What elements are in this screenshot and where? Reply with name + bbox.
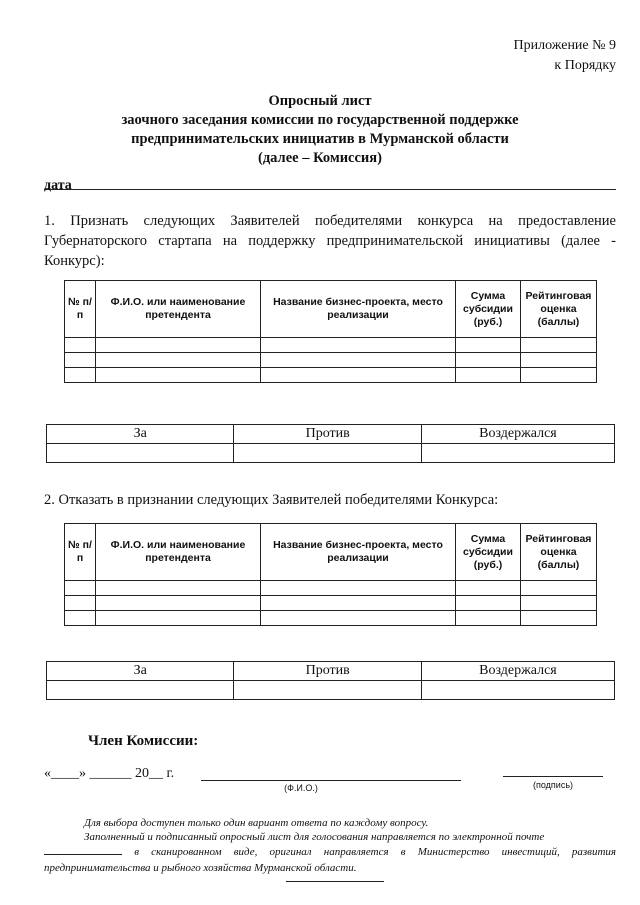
table-cell[interactable]	[96, 611, 261, 626]
table-cell[interactable]	[65, 611, 96, 626]
vote-against-cell[interactable]	[234, 681, 421, 700]
closing-divider	[286, 881, 384, 882]
table-cell[interactable]	[65, 338, 96, 353]
vote-against-label: Против	[234, 662, 421, 681]
title-line-4: (далее – Комиссия)	[258, 150, 382, 166]
table-cell[interactable]	[456, 353, 521, 368]
table-row	[65, 353, 597, 368]
table-cell[interactable]	[521, 611, 597, 626]
vote-abstain-label: Воздержался	[421, 425, 614, 444]
title-line-2: заочного заседания комиссии по государственной поддержке	[121, 112, 519, 128]
table-cell[interactable]	[261, 611, 456, 626]
table-cell[interactable]	[261, 338, 456, 353]
vote-abstain-label: Воздержался	[421, 662, 614, 681]
table-cell[interactable]	[456, 581, 521, 596]
table-cell[interactable]	[65, 368, 96, 383]
col-header-name: Ф.И.О. или наименование претендента	[96, 524, 261, 581]
table-row	[65, 611, 597, 626]
table-cell[interactable]	[96, 368, 261, 383]
table-cell[interactable]	[65, 596, 96, 611]
email-blank-line[interactable]	[44, 844, 122, 855]
fio-caption: (Ф.И.О.)	[284, 783, 318, 793]
table-cell[interactable]	[261, 353, 456, 368]
table-cell[interactable]	[261, 581, 456, 596]
table-cell[interactable]	[456, 338, 521, 353]
table-cell[interactable]	[456, 596, 521, 611]
document-title	[0, 92, 640, 168]
col-header-project: Название бизнес-проекта, место реализации	[261, 524, 456, 581]
vote-against-label: Против	[234, 425, 421, 444]
table-cell[interactable]	[456, 368, 521, 383]
fio-field-line[interactable]	[201, 780, 461, 781]
col-header-project: Название бизнес-проекта, место реализации	[261, 281, 456, 338]
table-row	[65, 596, 597, 611]
section-1-text: 1. Признать следующих Заявителей победителями конкурса на предоставление Губернаторского стартапа на поддержку предпринимательской инициативы (далее - Конкурс):	[44, 213, 616, 269]
signature-caption: (подпись)	[532, 780, 574, 790]
table-cell[interactable]	[456, 611, 521, 626]
table-cell[interactable]	[521, 353, 597, 368]
col-header-name: Ф.И.О. или наименование претендента	[96, 281, 261, 338]
date-label: дата	[44, 178, 72, 193]
appendix-header	[514, 36, 617, 76]
signature-field-line[interactable]	[503, 776, 603, 777]
col-header-rating: Рейтинговая оценка (баллы)	[521, 524, 597, 581]
note-line-1: Для выбора доступен только один вариант ответа по каждому вопросу.	[84, 817, 429, 829]
appendix-number: Приложение № 9	[513, 38, 616, 53]
table-row	[65, 581, 597, 596]
table-cell[interactable]	[96, 581, 261, 596]
appendix-reference: к Порядку	[554, 58, 616, 73]
table-cell[interactable]	[96, 338, 261, 353]
vote-table-2	[46, 661, 615, 700]
col-header-sum: Сумма субсидии (руб.)	[456, 524, 521, 581]
col-header-rating: Рейтинговая оценка (баллы)	[521, 281, 597, 338]
table-cell[interactable]	[65, 581, 96, 596]
section-2-text: 2. Отказать в признании следующих Заявителей победителями Конкурса:	[44, 492, 499, 508]
table-cell[interactable]	[521, 581, 597, 596]
table-row	[65, 338, 597, 353]
note-line-3-wrapper	[44, 844, 616, 876]
vote-for-label: За	[47, 425, 234, 444]
table-cell[interactable]	[521, 338, 597, 353]
table-cell[interactable]	[261, 368, 456, 383]
col-header-sum: Сумма субсидии (руб.)	[456, 281, 521, 338]
title-line-3: предпринимательских инициатив в Мурманской области	[131, 131, 509, 147]
vote-table-1	[46, 424, 615, 463]
date-field-line[interactable]	[44, 189, 616, 190]
col-header-num: № п/п	[65, 524, 96, 581]
vote-abstain-cell[interactable]	[421, 444, 614, 463]
winners-table	[64, 280, 597, 383]
refused-table	[64, 523, 597, 626]
note-line-2: Заполненный и подписанный опросный лист для голосования направляется по электронной почте	[84, 831, 545, 843]
vote-for-cell[interactable]	[47, 681, 234, 700]
commission-member-label: Член Комиссии:	[88, 733, 199, 749]
table-cell[interactable]	[96, 596, 261, 611]
table-cell[interactable]	[65, 353, 96, 368]
note-line-3: в сканированном виде, оригинал направляется в Министерство инвестиций, развития предпринимательства и рыбного хозяйства Мурманской области.	[44, 846, 617, 874]
vote-abstain-cell[interactable]	[421, 681, 614, 700]
vote-against-cell[interactable]	[234, 444, 421, 463]
table-row	[65, 368, 597, 383]
vote-for-label: За	[47, 662, 234, 681]
table-cell[interactable]	[521, 596, 597, 611]
table-cell[interactable]	[521, 368, 597, 383]
table-cell[interactable]	[96, 353, 261, 368]
signature-date[interactable]: «____» ______ 20__ г.	[44, 766, 175, 781]
table-cell[interactable]	[261, 596, 456, 611]
title-line-1: Опросный лист	[268, 93, 372, 109]
col-header-num: № п/п	[65, 281, 96, 338]
vote-for-cell[interactable]	[47, 444, 234, 463]
